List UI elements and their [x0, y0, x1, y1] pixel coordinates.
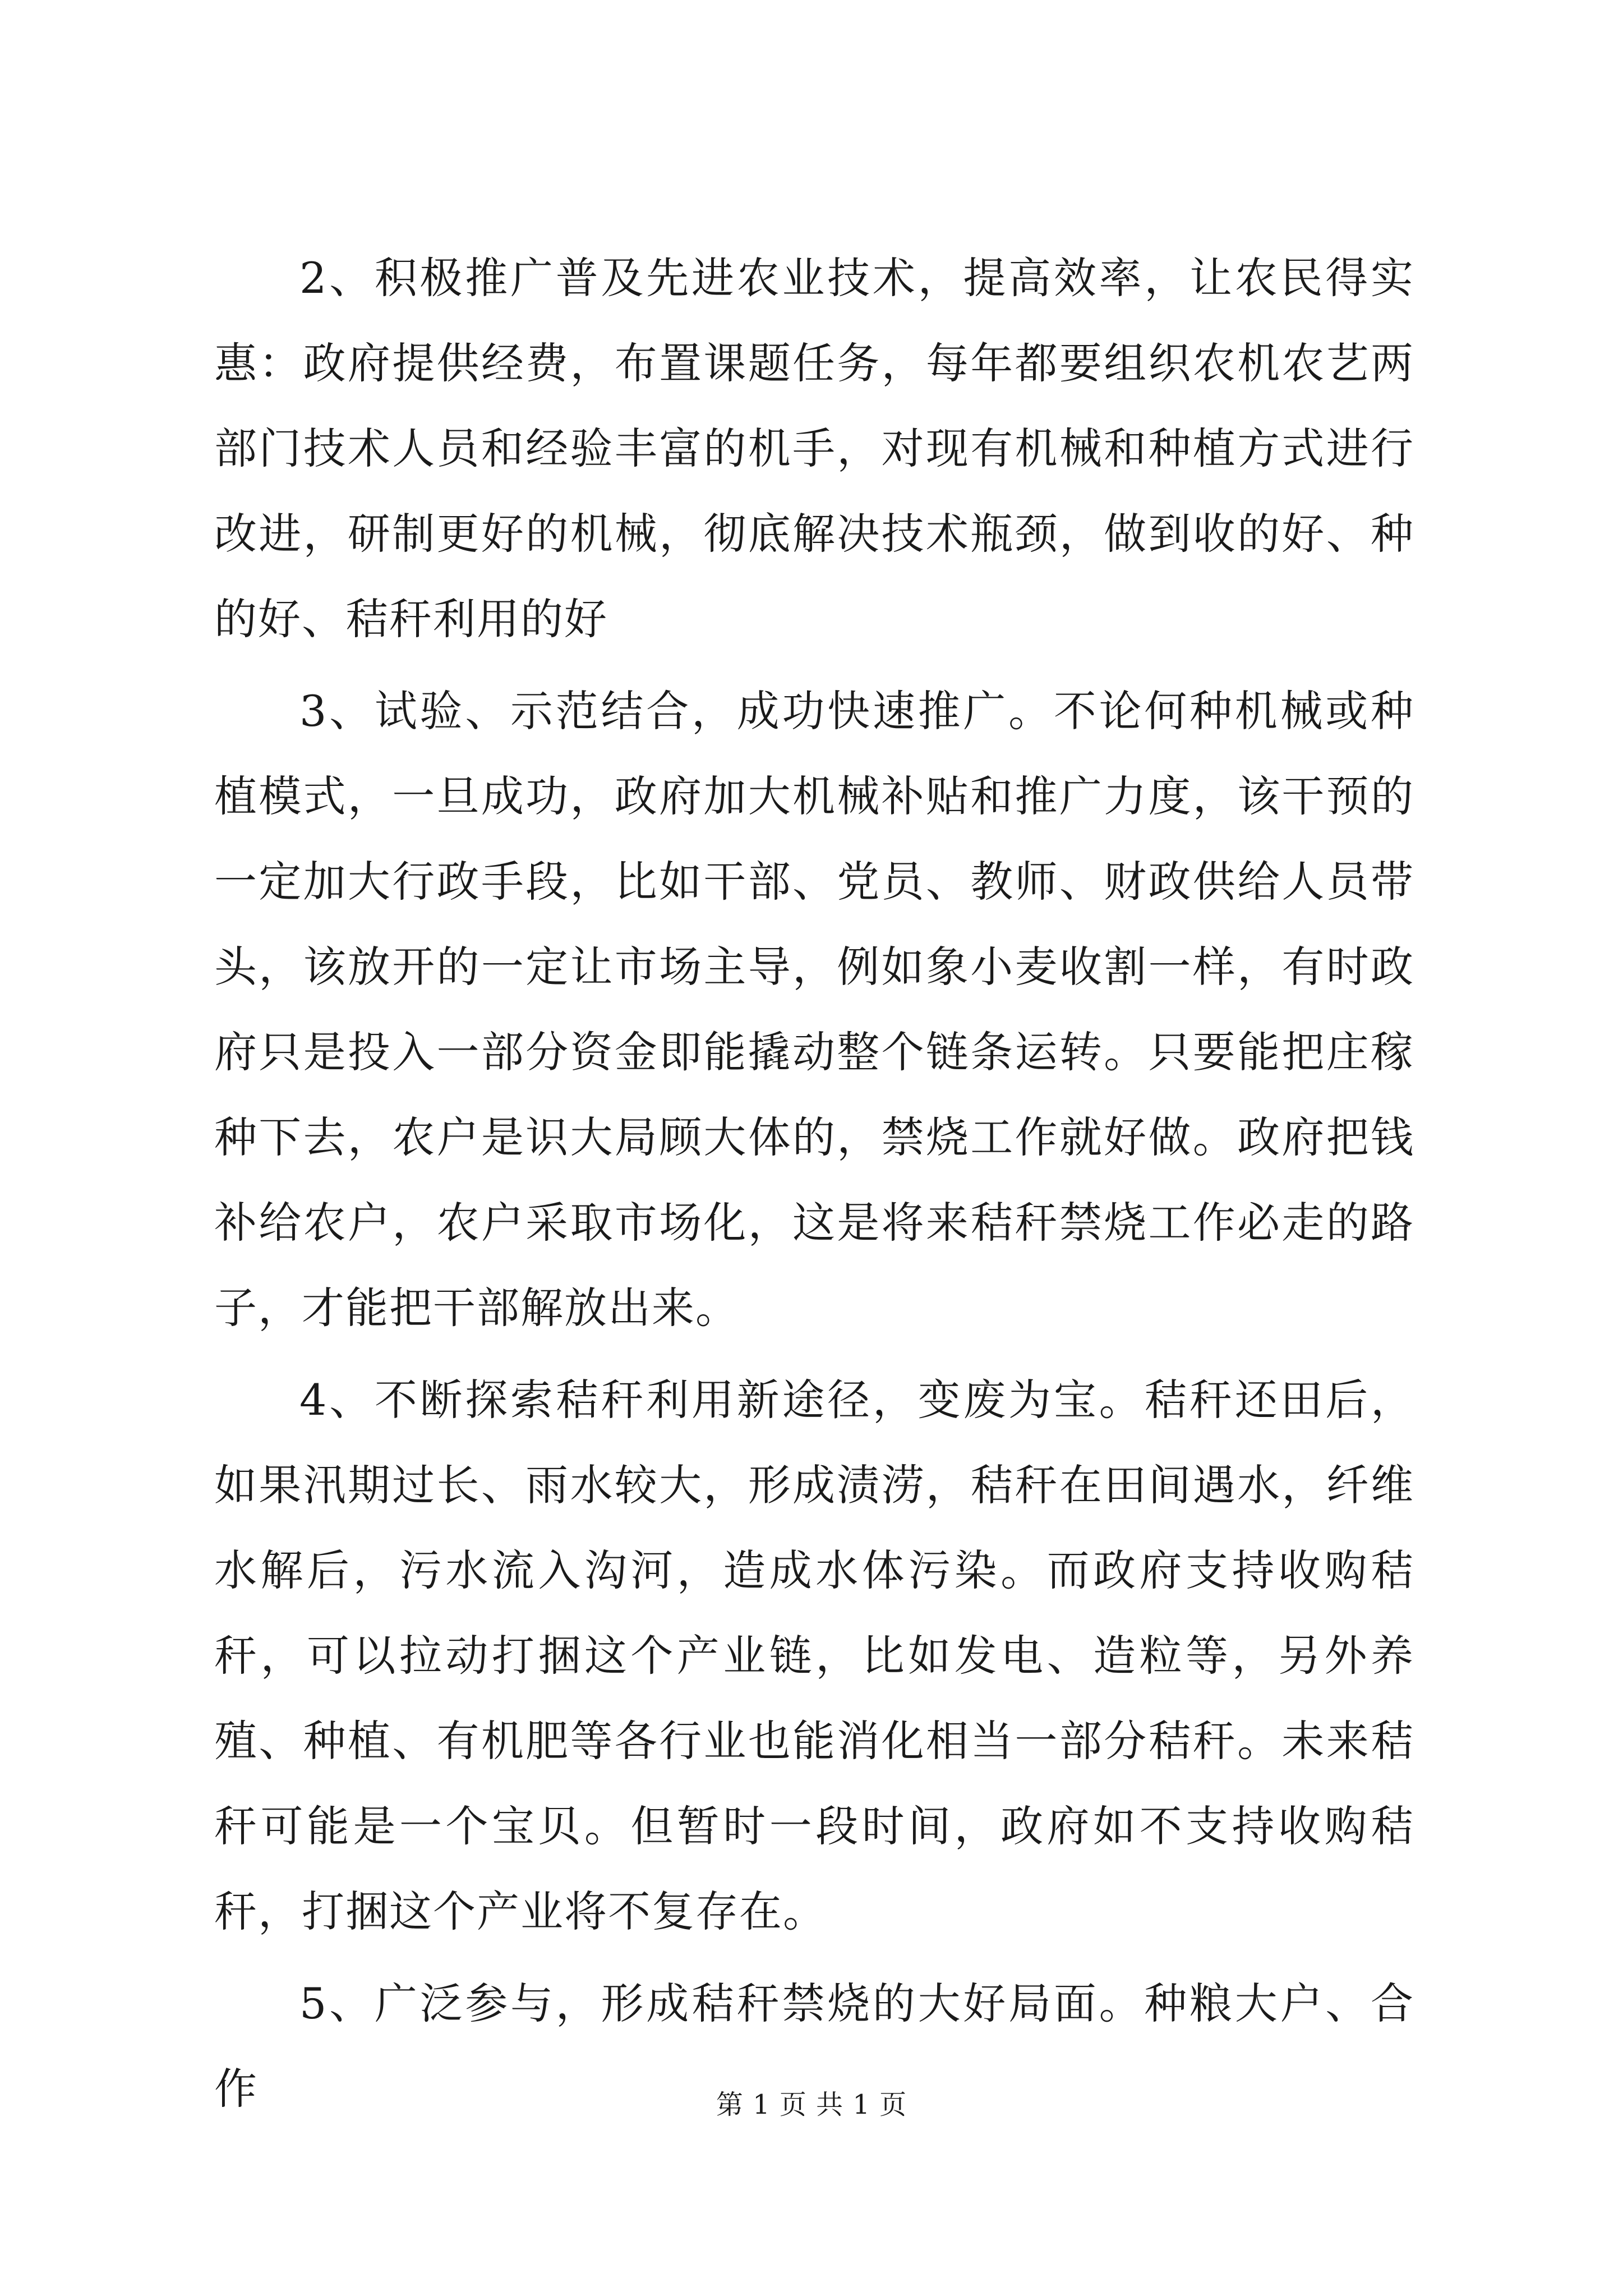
page-footer: [0, 2087, 1623, 2123]
document-body: [214, 236, 1414, 2138]
page-number-label: 第 1 页 共 1 页: [716, 2089, 907, 2120]
paragraph-item-2: 2、积极推广普及先进农业技术，提高效率，让农民得实惠：政府提供经费，布置课题任务，每年都要组织农机农艺两部门技术人员和经验丰富的机手，对现有机械和种植方式进行改进，研制更好的机械，彻底解决技术瓶颈，做到收的好、种的好、秸秆利用的好: [214, 253, 1414, 644]
paragraph-item-3: 3、试验、示范结合，成功快速推广。不论何种机械或种植模式，一旦成功，政府加大机械补贴和推广力度，该干预的一定加大行政手段，比如干部、党员、教师、财政供给人员带头，该放开的一定让市场主导，例如象小麦收割一样，有时政府只是投入一部分资金即能撬动整个链条运转。只要能把庄稼种下去，农户是识大局顾大体的，禁烧工作就好做。政府把钱补给农户，农户采取市场化，这是将来秸秆禁烧工作必走的路子，才能把干部解放出来。: [214, 686, 1414, 1333]
paragraph-item-5: 5、广泛参与，形成秸秆禁烧的大好局面。种粮大户、合作: [214, 1978, 1414, 2114]
paragraph-item-4: 4、不断探索秸秆利用新途径，变废为宝。秸秆还田后，如果汛期过长、雨水较大，形成渍涝，秸秆在田间遇水，纤维水解后，污水流入沟河，造成水体污染。而政府支持收购秸秆，可以拉动打捆这个产业链，比如发电、造粒等，另外养殖、种植、有机肥等各行业也能消化相当一部分秸秆。未来秸秆可能是一个宝贝。但暂时一段时间，政府如不支持收购秸秆，打捆这个产业将不复存在。: [214, 1375, 1414, 1936]
